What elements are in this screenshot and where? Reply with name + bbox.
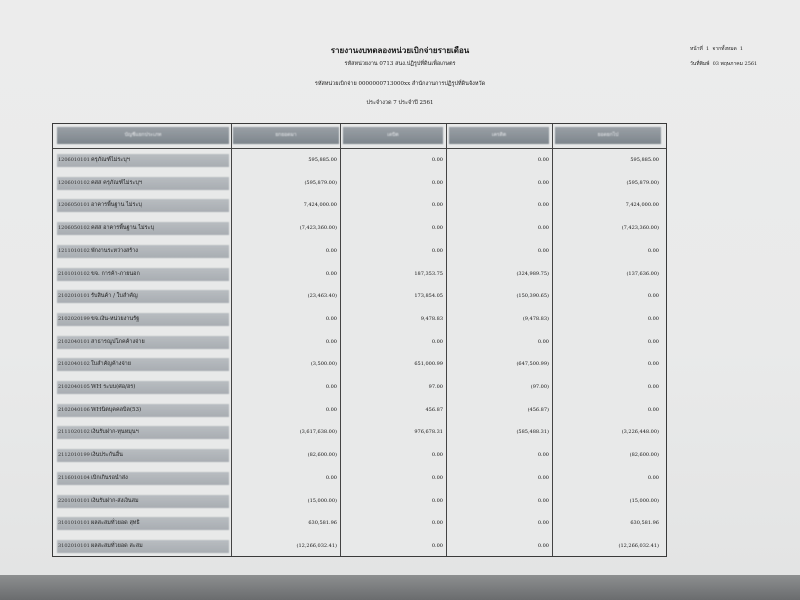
credit-value: 0.00 [537, 452, 549, 459]
debit-value: 651,000.99 [414, 361, 443, 368]
account-code: 3102010101 [58, 542, 90, 549]
carried-forward-value: 630,581.96 [630, 520, 659, 527]
account-code: 2116010104 [58, 474, 90, 481]
account-name: เบิกเกินรอนำส่ง [91, 474, 128, 481]
carried-forward-value: 0.00 [647, 361, 659, 368]
table-row [53, 194, 666, 216]
table-row [53, 263, 666, 285]
debit-value: 0.00 [431, 157, 443, 163]
account-code: 2102040101 [58, 338, 90, 345]
brought-forward-value: (23,463.40) [307, 293, 337, 300]
account-name: อาคารพื้นฐาน ไม่ระบุ [91, 202, 142, 209]
account-name: คสส ครุภัณฑ์ไม่ระบุฯ [91, 179, 142, 186]
carried-forward-value: 0.00 [647, 247, 659, 254]
account-code: 2102040102 [58, 361, 90, 368]
table-row [53, 421, 666, 443]
debit-value: 0.00 [431, 474, 443, 481]
col-header-brought-forward: ยกยอดมา [233, 127, 339, 144]
carried-forward-value: 7,424,000.00 [625, 202, 659, 209]
carried-forward-value: 595,885.00 [630, 157, 659, 163]
account-name: ผลสะสมทั่วยอด สะสม [91, 542, 143, 549]
account-code: 2102040105 [58, 384, 90, 390]
col-header-carried-forward: ยอดยกไป [555, 127, 661, 144]
account-name: สาธารณูปโภคค้างจ่าย [91, 338, 145, 345]
credit-value: 0.00 [537, 225, 549, 232]
credit-value: 0.00 [537, 157, 549, 163]
account-name: เงินรับฝาก-ทุนหมุนฯ [91, 429, 139, 436]
debit-value: 97.00 [428, 384, 443, 390]
account-name: เงินประกันอื่น [91, 452, 123, 459]
table-row [53, 285, 666, 307]
brought-forward-value: 0.00 [325, 315, 337, 322]
carried-forward-value: 0.00 [647, 293, 659, 300]
credit-value: 0.00 [537, 247, 549, 254]
brought-forward-value: (12,266,032.41) [296, 542, 337, 549]
debit-value: 0.00 [431, 520, 443, 527]
page-no: 1 [706, 46, 710, 52]
brought-forward-value: (3,500.00) [310, 361, 337, 368]
table-row [53, 512, 666, 534]
table-row [53, 149, 666, 171]
table-row [53, 353, 666, 375]
credit-value: (585,488.31) [516, 429, 549, 436]
account-name: เงินรับฝาก-ส่งเงินสม [91, 497, 139, 504]
table-row [53, 172, 666, 194]
credit-value: (9,478.83) [522, 315, 549, 322]
account-name: ครุภัณฑ์ไม่ระบุฯ [91, 157, 130, 163]
table-row [53, 399, 666, 421]
print-date: 03 พฤษภาคม 2561 [712, 61, 758, 67]
period-line: ประจำงวด 7 ประจำปี 2561 [366, 100, 434, 106]
account-name: ขจ.เงิน-หน่วยงานรัฐ [91, 315, 140, 322]
account-code: 2102040106 [58, 406, 90, 413]
table-row [53, 467, 666, 489]
account-code: 3101010101 [58, 520, 90, 527]
table-row [53, 240, 666, 262]
debit-value: 0.00 [431, 452, 443, 459]
account-code: 1206050101 [58, 202, 90, 209]
account-code: 2201010101 [58, 497, 90, 504]
credit-value: 0.00 [537, 338, 549, 345]
table-header [53, 124, 666, 148]
account-code: 1206010102 [58, 179, 90, 186]
credit-value: 0.00 [537, 179, 549, 186]
page-total: 1 [739, 46, 744, 52]
debit-value: 0.00 [431, 497, 443, 504]
disbursing-unit-line: รหัสหน่วยเบิกจ่าย 0000000713000xx สำนักงานการปฏิรูปที่ดินจังหวัด [314, 81, 486, 87]
debit-value: 9,478.83 [420, 315, 443, 322]
carried-forward-value: 0.00 [647, 315, 659, 322]
carried-forward-value: (15,000.00) [629, 497, 659, 504]
debit-value: 0.00 [431, 225, 443, 232]
debit-value: 976,678.31 [414, 429, 443, 436]
carried-forward-value: (3,226,448.00) [621, 429, 659, 436]
credit-value: (456.87) [527, 406, 549, 413]
table-row [53, 490, 666, 512]
brought-forward-value: 7,424,000.00 [303, 202, 337, 209]
credit-value: 0.00 [537, 497, 549, 504]
credit-value: (647,500.99) [516, 361, 549, 368]
table-row [53, 376, 666, 398]
account-code: 2101010102 [58, 270, 90, 277]
col-header-account: บัญชีแยกประเภท [57, 127, 229, 144]
credit-value: (324,989.75) [516, 270, 549, 277]
credit-value: 0.00 [537, 474, 549, 481]
brought-forward-value: 0.00 [325, 474, 337, 481]
page-number-meta [690, 45, 743, 53]
account-name: ใบสำคัญค้างจ่าย [91, 361, 131, 368]
debit-value: 0.00 [431, 179, 443, 186]
carried-forward-value: (7,423,360.00) [621, 225, 659, 232]
account-code: 1206050102 [58, 225, 90, 232]
debit-value: 0.00 [431, 247, 443, 254]
carried-forward-value: 0.00 [647, 338, 659, 345]
brought-forward-value: (3,617,638.00) [299, 429, 337, 436]
brought-forward-value: 0.00 [325, 406, 337, 413]
credit-value: 0.00 [537, 202, 549, 209]
carried-forward-value: 0.00 [647, 384, 659, 390]
page-of-label: จากทั้งหมด [712, 46, 737, 52]
credit-value: 0.00 [537, 520, 549, 527]
table-row [53, 535, 666, 557]
brought-forward-value: (15,000.00) [307, 497, 337, 504]
debit-value: 0.00 [431, 542, 443, 549]
account-code: 2111020102 [58, 429, 90, 436]
account-code: 2102020199 [58, 315, 90, 322]
debit-value: 456.87 [425, 406, 443, 413]
table-row [53, 308, 666, 330]
debit-value: 0.00 [431, 202, 443, 209]
credit-value: 0.00 [537, 542, 549, 549]
account-name: ผลสะสมทั่วยอด สุทธิ [91, 520, 140, 527]
debit-value: 187,353.75 [414, 270, 443, 277]
desk-background [0, 575, 800, 600]
col-header-credit: เครดิต [449, 127, 549, 144]
account-name: พักงานระหว่างสร้าง [91, 247, 138, 254]
account-name: ขจ. การค้า-ภายนอก [91, 270, 140, 277]
report-title: รายงานงบทดลองหน่วยเบิกจ่ายรายเดือน [330, 45, 470, 55]
table-row [53, 444, 666, 466]
carried-forward-value: 0.00 [647, 406, 659, 413]
account-code: 1206010101 [58, 157, 90, 163]
brought-forward-value: 0.00 [325, 384, 337, 390]
carried-forward-value: (137,636.00) [626, 270, 659, 277]
agency-line: รหัสหน่วยงาน 0713 สนง.ปฏิรูปที่ดินเพื่อเกษตร [344, 61, 456, 67]
print-date-meta [690, 60, 757, 68]
credit-value: (150,390.65) [516, 293, 549, 300]
brought-forward-value: (595,879.00) [304, 179, 337, 186]
carried-forward-value: 0.00 [647, 474, 659, 481]
brought-forward-value: 0.00 [325, 338, 337, 345]
brought-forward-value: (82,600.00) [307, 452, 337, 459]
account-name: WH ระบบ(ศอ/ฮร) [91, 384, 136, 390]
account-name: คสส อาคารพื้นฐาน ไม่ระบุ [91, 225, 155, 232]
brought-forward-value: 595,885.00 [308, 157, 337, 163]
account-code: 2112010199 [58, 452, 90, 459]
page-label: หน้าที่ [690, 46, 703, 52]
account-name: WHนิตบุคคลบิล(53) [91, 406, 142, 413]
brought-forward-value: 630,581.96 [308, 520, 337, 527]
trial-balance-table [52, 123, 667, 557]
carried-forward-value: (12,266,032.41) [618, 542, 659, 549]
account-code: 2102010101 [58, 293, 90, 300]
carried-forward-value: (595,879.00) [626, 179, 659, 186]
col-header-debit: เดบิต [343, 127, 443, 144]
debit-value: 0.00 [431, 338, 443, 345]
table-row [53, 331, 666, 353]
carried-forward-value: (82,600.00) [629, 452, 659, 459]
brought-forward-value: 0.00 [325, 247, 337, 254]
debit-value: 173,854.05 [414, 293, 443, 300]
account-code: 1211010102 [58, 247, 90, 254]
print-label: วันที่พิมพ์ [690, 61, 710, 67]
brought-forward-value: 0.00 [325, 270, 337, 277]
account-name: รับสินค้า / ใบสำคัญ [91, 293, 138, 300]
table-row [53, 217, 666, 239]
brought-forward-value: (7,423,360.00) [299, 225, 337, 232]
credit-value: (97.00) [530, 384, 549, 390]
